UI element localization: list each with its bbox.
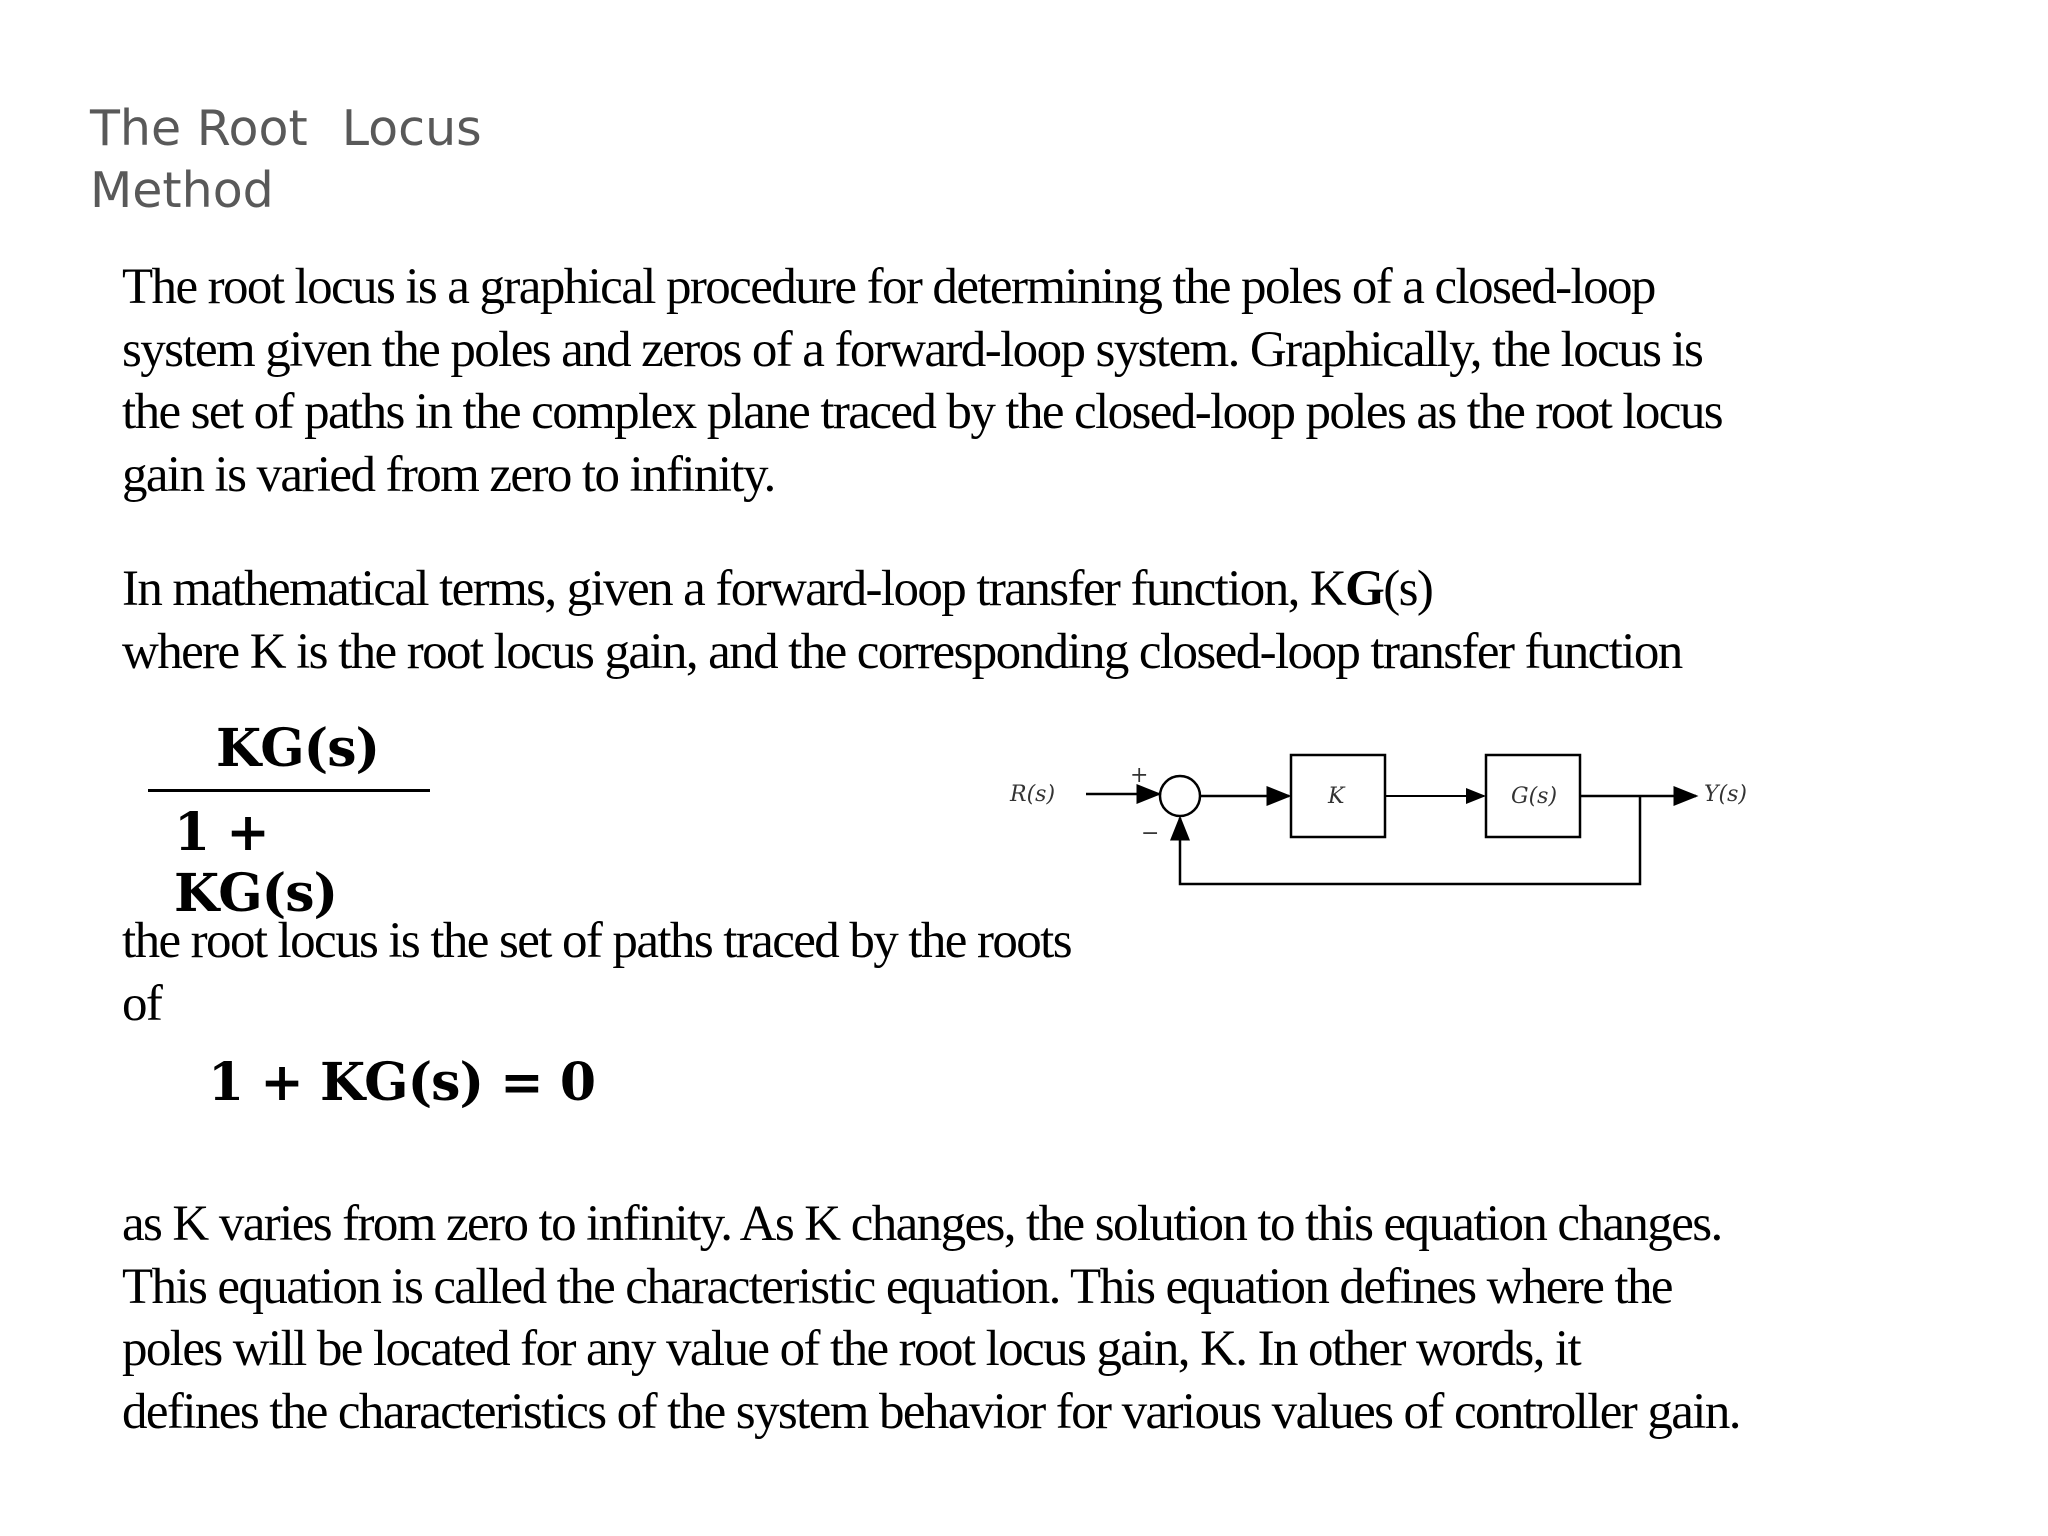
intro-line: The root locus is a graphical procedure for determining the poles of a closed-loop [122,259,1655,315]
plus-sign: + [1130,763,1149,788]
slide-title [90,98,550,222]
minus-sign: − [1141,821,1160,846]
characteristic-paragraph [122,1193,1922,1443]
math-terms-line [122,558,1922,621]
characteristic-line: defines the characteristics of the system behavior for various values of controller gain. [122,1383,1740,1440]
title-word-locus: Locus [341,100,482,157]
title-word-root: The Root [90,100,308,157]
input-label: R(s) [1010,782,1056,807]
math-terms-line: where K is the root locus gain, and the corresponding closed-loop transfer function [122,623,1682,680]
math-terms-suffix: (s) [1383,561,1433,617]
fraction-bar [148,789,430,792]
closed-loop-transfer-function [148,718,430,924]
root-locus-paragraph [122,910,1222,1035]
root-locus-line: of [122,975,162,1032]
characteristic-line: poles will be located for any value of the root locus gain, K. In other words, it [122,1321,1581,1377]
title-word-method: Method [90,162,274,219]
math-terms-bold-g: G [1345,561,1384,617]
characteristic-line: as K varies from zero to infinity. As K changes, the solution to this equation changes. [122,1196,1722,1252]
summing-junction [1160,776,1200,816]
intro-line: system given the poles and zeros of a forward-loop system. Graphically, the locus is [122,321,1703,378]
intro-line: gain is varied from zero to infinity. [122,446,775,503]
fraction-denominator: 1 + KG(s) [174,802,338,924]
plant-block-label: G(s) [1511,784,1558,809]
intro-line: the set of paths in the complex plane traced by the closed-loop poles as the root locus [122,384,1722,440]
math-terms-prefix: In mathematical terms, given a forward-loop transfer function, K [122,561,1346,617]
math-terms-paragraph [122,558,1922,683]
root-locus-line: the root locus is the set of paths traced by the roots [122,913,1071,969]
intro-paragraph [122,256,1922,506]
characteristic-equation: 1 + KG(s) = 0 [208,1052,596,1113]
output-label: Y(s) [1704,782,1747,807]
feedback-block-diagram [1000,750,1760,900]
gain-block-label: K [1328,784,1345,809]
fraction-numerator: KG(s) [216,718,380,779]
characteristic-line: This equation is called the characteristic equation. This equation defines where the [122,1258,1672,1315]
